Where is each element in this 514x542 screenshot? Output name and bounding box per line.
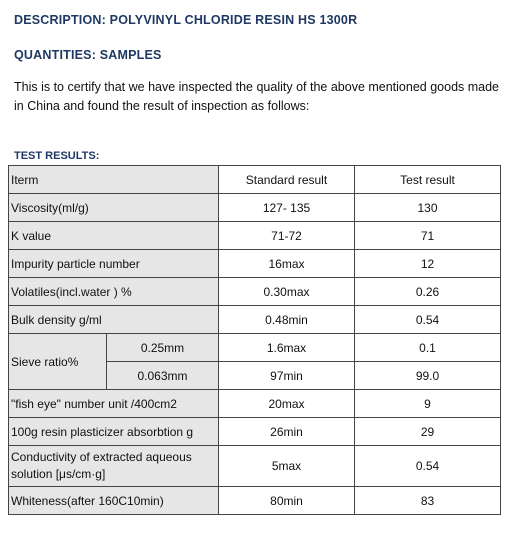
table-header-row — [9, 166, 501, 194]
table-row — [9, 250, 501, 278]
test-cell: 0.54 — [355, 306, 501, 334]
standard-cell: 1.6max — [219, 334, 355, 362]
table-row — [9, 222, 501, 250]
test-cell: 0.54 — [355, 446, 501, 487]
standard-cell: 71-72 — [219, 222, 355, 250]
standard-cell: 0.48min — [219, 306, 355, 334]
test-cell: 12 — [355, 250, 501, 278]
test-cell: 71 — [355, 222, 501, 250]
test-cell: 9 — [355, 390, 501, 418]
table-row — [9, 194, 501, 222]
test-cell: 83 — [355, 487, 501, 515]
standard-cell: 5max — [219, 446, 355, 487]
standard-cell: 127- 135 — [219, 194, 355, 222]
item-cell: Whiteness(after 160C10min) — [9, 487, 219, 515]
table-row — [9, 418, 501, 446]
header-item: Iterm — [9, 166, 219, 194]
table-row — [9, 278, 501, 306]
certification-text: This is to certify that we have inspected the quality of the above mentioned goods made in China and found the result of inspection as follows: — [14, 80, 500, 113]
item-cell: Conductivity of extracted aqueous solution [μs/cm·g] — [9, 446, 219, 487]
table-row — [9, 446, 501, 487]
test-cell: 130 — [355, 194, 501, 222]
header-standard: Standard result — [219, 166, 355, 194]
table-row — [9, 487, 501, 515]
item-cell: Viscosity(ml/g) — [9, 194, 219, 222]
item-cell: Volatiles(incl.water ) % — [9, 278, 219, 306]
test-cell: 0.26 — [355, 278, 501, 306]
sieve-size-cell: 0.25mm — [107, 334, 219, 362]
table-row-sieve — [9, 334, 501, 362]
test-results-table — [8, 165, 501, 515]
test-cell: 0.1 — [355, 334, 501, 362]
test-results-label: TEST RESULTS: — [14, 150, 100, 162]
table-row — [9, 306, 501, 334]
table-row — [9, 390, 501, 418]
item-cell: "fish eye" number unit /400cm2 — [9, 390, 219, 418]
item-cell: Impurity particle number — [9, 250, 219, 278]
standard-cell: 97min — [219, 362, 355, 390]
item-cell: K value — [9, 222, 219, 250]
sieve-size-cell: 0.063mm — [107, 362, 219, 390]
standard-cell: 80min — [219, 487, 355, 515]
test-cell: 99.0 — [355, 362, 501, 390]
quantities-heading: QUANTITIES: SAMPLES — [14, 48, 162, 62]
standard-cell: 26min — [219, 418, 355, 446]
standard-cell: 20max — [219, 390, 355, 418]
standard-cell: 0.30max — [219, 278, 355, 306]
item-cell: 100g resin plasticizer absorbtion g — [9, 418, 219, 446]
description-heading: DESCRIPTION: POLYVINYL CHLORIDE RESIN HS 1300R — [14, 13, 358, 27]
item-cell: Bulk density g/ml — [9, 306, 219, 334]
sieve-item-cell: Sieve ratio% — [9, 334, 107, 390]
test-cell: 29 — [355, 418, 501, 446]
header-test: Test result — [355, 166, 501, 194]
standard-cell: 16max — [219, 250, 355, 278]
